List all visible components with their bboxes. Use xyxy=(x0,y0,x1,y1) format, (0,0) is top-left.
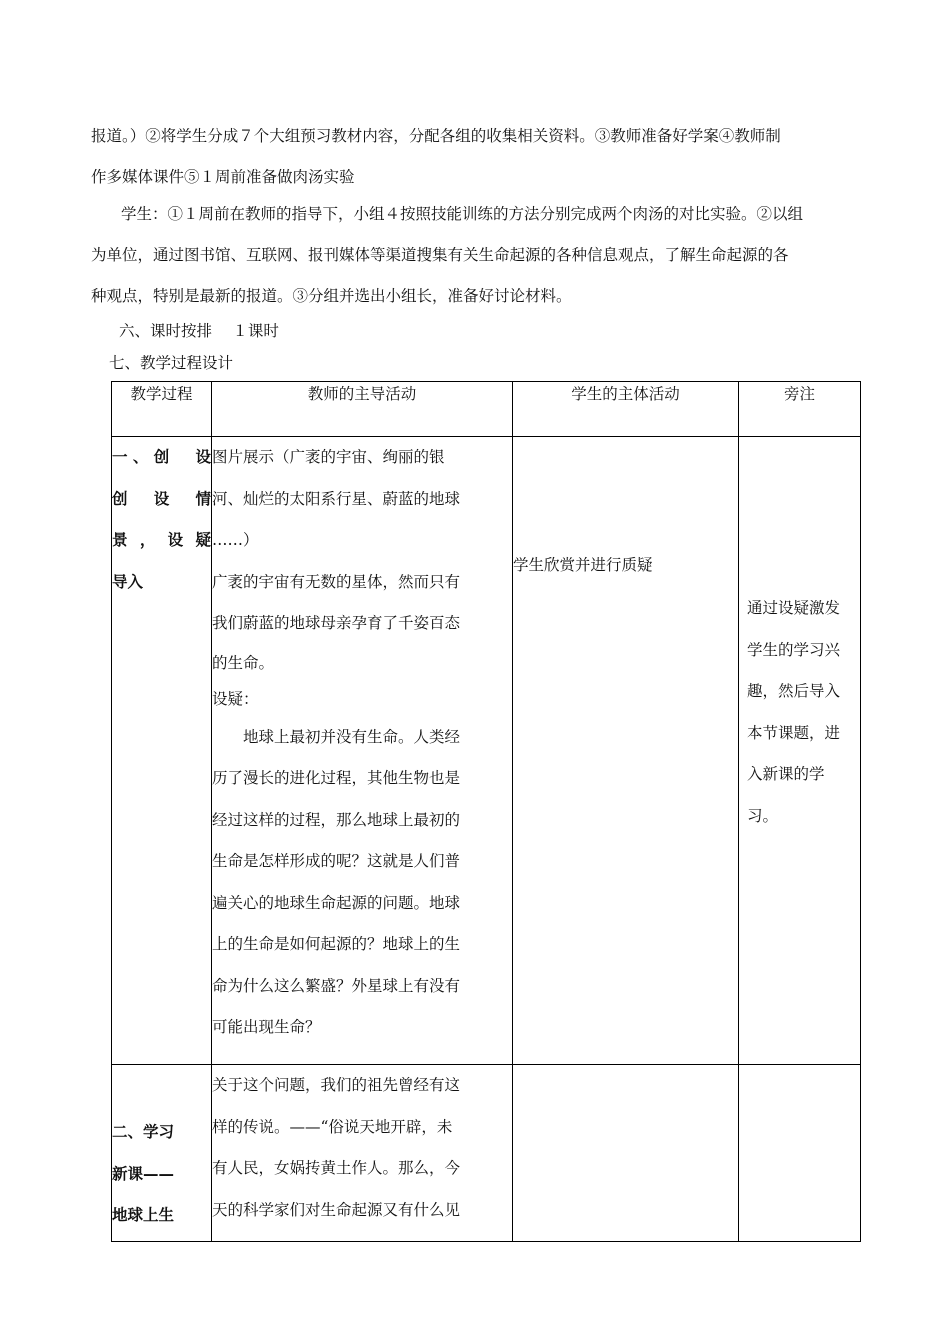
note-text: 学生的学习兴 xyxy=(747,640,841,659)
teacher-text: 关于这个问题，我们的祖先曾经有这 xyxy=(212,1076,461,1094)
stage-text: 创 设 情 xyxy=(112,489,211,508)
stage-cell xyxy=(112,437,212,1065)
stage-text: 二、学习 xyxy=(112,1123,175,1141)
teacher-text: 地球上最初并没有生命。人类经 xyxy=(243,727,461,746)
note-text: 入新课的学 xyxy=(747,765,825,783)
teacher-text: 有人民，女娲抟黄土作人。那么，今 xyxy=(212,1159,461,1177)
note-text: 通过设疑激发 xyxy=(747,599,841,617)
teacher-text: 的生命。 xyxy=(212,653,275,672)
header-note: 旁注 xyxy=(739,382,861,437)
stage-text: 导入 xyxy=(112,572,144,591)
stage-cell xyxy=(112,1065,212,1242)
header-teacher-activity: 教师的主导活动 xyxy=(212,382,513,437)
student-activity-cell xyxy=(513,1065,739,1242)
teacher-text: 遍关心的地球生命起源的问题。地球 xyxy=(212,893,461,912)
intro-line-2: 作多媒体课件⑤１周前准备做肉汤实验 xyxy=(91,168,355,186)
teaching-process-table xyxy=(111,381,861,1242)
table-row xyxy=(112,1065,861,1242)
section-6-heading: 六、课时按排 １课时 xyxy=(119,322,279,340)
teacher-text: 广袤的宇宙有无数的星体，然而只有 xyxy=(212,572,461,591)
intro-line-1: 报道。）②将学生分成７个大组预习教材内容，分配各组的收集相关资料。③教师准备好学案④教师制 xyxy=(91,127,781,145)
teacher-text: 可能出现生命？ xyxy=(212,1018,321,1036)
stage-text: 新课—— xyxy=(112,1164,175,1183)
teacher-text: 经过这样的过程，那么地球上最初的 xyxy=(212,810,461,829)
header-process: 教学过程 xyxy=(112,382,212,437)
intro-line-4: 为单位，通过图书馆、互联网、报刊媒体等渠道搜集有关生命起源的各种信息观点，了解生命起源的各 xyxy=(91,246,789,264)
table-row xyxy=(112,437,861,1065)
intro-line-3: 学生：①１周前在教师的指导下，小组４按照技能训练的方法分别完成两个肉汤的对比实验。②以组 xyxy=(121,205,804,223)
teacher-text: 生命是怎样形成的呢？这就是人们普 xyxy=(212,852,461,870)
table-header-row xyxy=(112,382,861,437)
note-text: 习。 xyxy=(747,806,779,825)
stage-text: 地球上生 xyxy=(112,1206,175,1224)
teacher-activity-cell xyxy=(212,1065,513,1242)
teacher-activity-cell xyxy=(212,437,513,1065)
teacher-text: ……） xyxy=(212,531,259,549)
teacher-text: 样的传说。——“俗说天地开辟，未 xyxy=(212,1117,453,1136)
header-student-activity: 学生的主体活动 xyxy=(513,382,739,437)
teacher-text: 图片展示（广袤的宇宙、绚丽的银 xyxy=(212,448,445,466)
teacher-text: 历了漫长的进化过程，其他生物也是 xyxy=(212,769,461,787)
student-activity-cell xyxy=(513,437,739,1065)
teacher-text: 天的科学家们对生命起源又有什么见 xyxy=(212,1200,461,1219)
note-text: 趣，然后导入 xyxy=(747,682,841,700)
note-text: 本节课题，进 xyxy=(747,723,841,742)
section-7-heading: 七、教学过程设计 xyxy=(109,354,234,372)
teacher-text: 我们蔚蓝的地球母亲孕育了千姿百态 xyxy=(212,614,461,632)
teacher-text: 命为什么这么繁盛？外星球上有没有 xyxy=(212,976,461,995)
intro-line-5: 种观点，特别是最新的报道。③分组并选出小组长，准备好讨论材料。 xyxy=(91,287,572,305)
stage-text: 景，设疑 xyxy=(112,531,211,549)
note-cell xyxy=(739,1065,861,1242)
student-text: 学生欣赏并进行质疑 xyxy=(513,556,653,574)
note-cell xyxy=(739,437,861,1065)
teacher-text: 设疑： xyxy=(212,689,259,708)
stage-text: 一、创 设 xyxy=(112,448,211,466)
teacher-text: 上的生命是如何起源的？地球上的生 xyxy=(212,935,461,953)
teacher-text: 河、灿烂的太阳系行星、蔚蓝的地球 xyxy=(212,489,461,508)
